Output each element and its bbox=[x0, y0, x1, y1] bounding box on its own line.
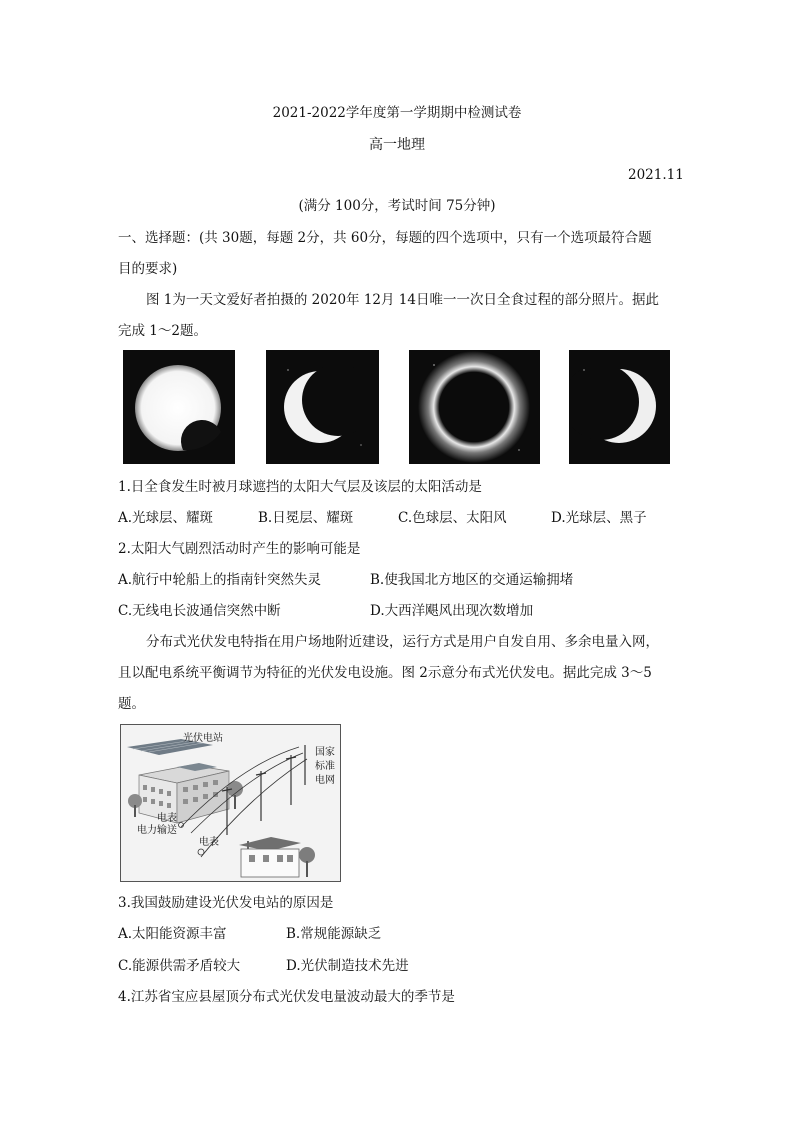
label-pv-station: 光伏电站 bbox=[183, 733, 223, 744]
question-2-option-d[interactable]: D.大西洋飓风出现次数增加 bbox=[370, 603, 534, 619]
question-2-option-b[interactable]: B.使我国北方地区的交通运输拥堵 bbox=[370, 572, 574, 588]
question-3-option-c[interactable]: C.能源供需矛盾较大 bbox=[118, 958, 241, 974]
solar-grid-illustration bbox=[121, 725, 340, 881]
thin-crescent-icon bbox=[569, 350, 670, 464]
question-1-option-c[interactable]: C.色球层、太阳风 bbox=[398, 510, 507, 526]
total-eclipse-icon bbox=[409, 350, 540, 464]
exam-title: 2021-2022学年度第一学期期中检测试卷 bbox=[272, 105, 522, 121]
passage-1: 图 1为一天文爱好者拍摄的 2020年 12月 14日唯一一次日全食过程的部分照片。据此 bbox=[146, 292, 659, 308]
label-grid-2: 标准 bbox=[315, 761, 335, 772]
section-instruction: 一、选择题：(共 30题，每题 2分，共 60分，每题的四个选项中，只有一个选项最符合题 bbox=[118, 230, 652, 246]
question-2-option-c[interactable]: C.无线电长波通信突然中断 bbox=[118, 603, 281, 619]
passage-1-cont: 完成 1～2题。 bbox=[118, 323, 207, 339]
question-3-option-d[interactable]: D.光伏制造技术先进 bbox=[286, 958, 409, 974]
passage-2-cont: 且以配电系统平衡调节为特征的光伏发电设施。图 2示意分布式光伏发电。据此完成 3～5 bbox=[118, 665, 652, 681]
crescent-sun-icon bbox=[266, 350, 379, 464]
question-1-option-d[interactable]: D.光球层、黑子 bbox=[551, 510, 647, 526]
label-grid-3: 电网 bbox=[315, 775, 335, 786]
question-2-option-a[interactable]: A.航行中轮船上的指南针突然失灵 bbox=[118, 572, 322, 588]
label-meter-1: 电表 bbox=[157, 813, 177, 824]
question-1-option-b[interactable]: B.日冕层、耀斑 bbox=[258, 510, 354, 526]
label-power-transmission: 电力输送 bbox=[137, 825, 177, 836]
question-1-stem: 1.日全食发生时被月球遮挡的太阳大气层及该层的太阳活动是 bbox=[118, 479, 482, 495]
passage-2: 分布式光伏发电特指在用户场地附近建设，运行方式是用户自发自用、多余电量入网， bbox=[146, 634, 659, 650]
exam-date: 2021.11 bbox=[628, 167, 684, 183]
label-meter-2: 电表 bbox=[199, 837, 219, 848]
figure-2 bbox=[120, 724, 341, 882]
question-3-stem: 3.我国鼓励建设光伏发电站的原因是 bbox=[118, 895, 334, 911]
question-1-option-a[interactable]: A.光球层、耀斑 bbox=[118, 510, 214, 526]
question-3-option-a[interactable]: A.太阳能资源丰富 bbox=[118, 926, 227, 942]
question-3-option-b[interactable]: B.常规能源缺乏 bbox=[286, 926, 382, 942]
passage-2-cont-2: 题。 bbox=[118, 696, 145, 712]
question-2-stem: 2.太阳大气剧烈活动时产生的影响可能是 bbox=[118, 541, 361, 557]
sun-disk-icon bbox=[123, 350, 235, 464]
exam-info: (满分 100分，考试时间 75分钟) bbox=[298, 198, 496, 214]
question-4-stem: 4.江苏省宝应县屋顶分布式光伏发电量波动最大的季节是 bbox=[118, 989, 455, 1005]
section-instruction-cont: 目的要求) bbox=[118, 261, 178, 277]
subject-title: 高一地理 bbox=[369, 137, 425, 153]
label-grid-1: 国家 bbox=[315, 747, 335, 758]
